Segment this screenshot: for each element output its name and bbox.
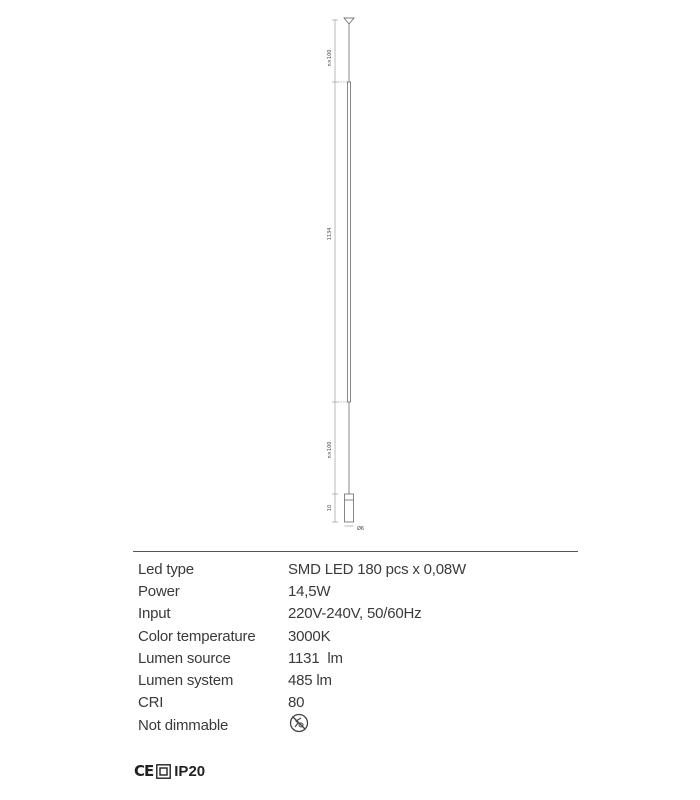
spec-value: 485 lm — [288, 672, 332, 690]
spec-value: 80 — [288, 694, 305, 712]
dimension-base-width-label: Ø6 — [357, 526, 365, 532]
spec-row-power — [138, 580, 578, 602]
spec-row-lumen-source — [138, 647, 578, 669]
spec-value: 1131 lm — [288, 649, 343, 667]
specs-table — [138, 558, 578, 736]
spec-label: Power — [138, 582, 180, 600]
spec-value: 3000K — [288, 627, 331, 645]
spec-value: SMD LED 180 pcs x 0,08W — [288, 560, 466, 578]
divider-line — [133, 551, 578, 552]
spec-row-color-temperature — [138, 625, 578, 647]
spec-row-cri — [138, 692, 578, 714]
spec-label: Led type — [138, 560, 194, 578]
spec-row-input — [138, 603, 578, 625]
spec-row-lumen-system — [138, 669, 578, 691]
spec-value — [288, 712, 578, 738]
spec-row-dimming — [138, 714, 578, 736]
dimension-base-height-label: 10 — [327, 504, 333, 512]
dimension-middle-label: 1134 — [327, 227, 333, 241]
dimension-lower-label: n×100 — [327, 441, 333, 459]
dimension-top-label: n×100 — [327, 49, 333, 67]
spec-label: CRI — [138, 694, 164, 712]
spec-label: Lumen source — [138, 649, 231, 667]
lamp-outline — [344, 18, 354, 522]
ip-rating: IP20 — [174, 762, 206, 780]
ce-mark: CE — [134, 762, 154, 780]
spec-label: Color temperature — [138, 627, 256, 645]
class-ii-icon — [156, 764, 171, 779]
spec-label: Not dimmable — [138, 716, 229, 734]
spec-value: 14,5W — [288, 582, 331, 600]
certifications — [134, 762, 205, 780]
spec-value: 220V-240V, 50/60Hz — [288, 605, 422, 623]
spec-label: Input — [138, 605, 171, 623]
spec-label: Lumen system — [138, 672, 234, 690]
not-dimmable-icon — [288, 712, 310, 734]
spec-row-led-type — [138, 558, 578, 580]
